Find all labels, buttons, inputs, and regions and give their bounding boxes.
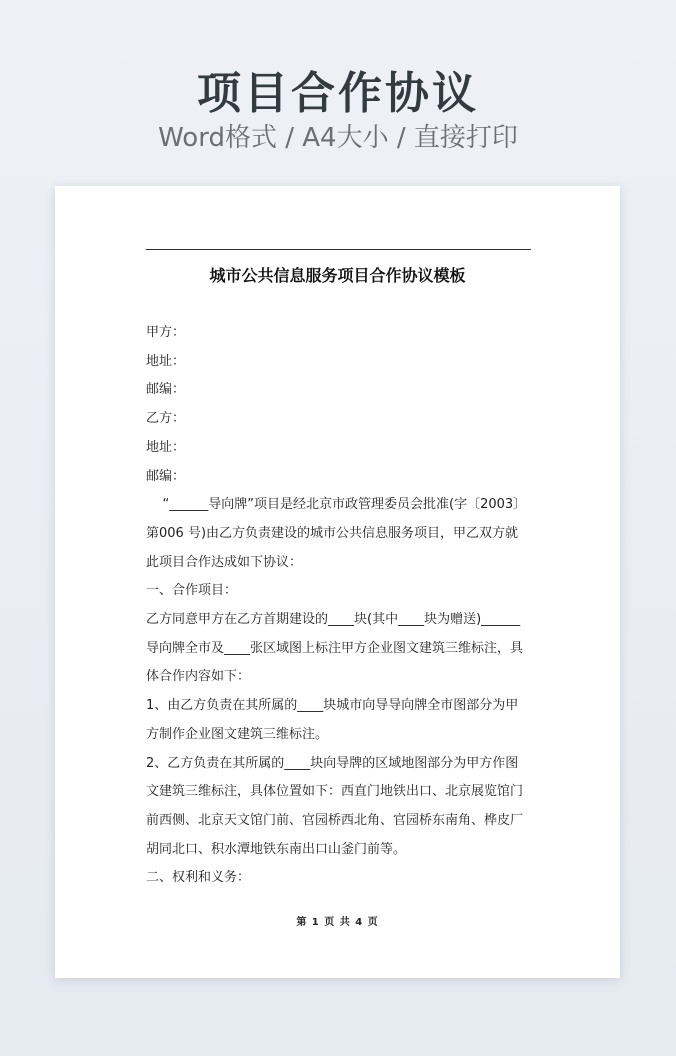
party-a-address-field: 地址： xyxy=(146,353,186,369)
section-heading-rights: 二、权利和义务： xyxy=(146,870,251,886)
section-heading-cooperation: 一、合作项目： xyxy=(146,583,238,599)
banner-title: 项目合作协议 xyxy=(197,68,479,119)
cooperation-paragraph: 乙方同意甲方在乙方首期建设的____块(其中____块为赠送)______导向牌全市及____张区域图上标注甲方企业图文建筑三维标注，具体合作内容如下： xyxy=(146,612,524,685)
party-b-field: 乙方： xyxy=(146,411,186,427)
party-b-address-field: 地址： xyxy=(146,439,186,455)
document-body xyxy=(146,319,531,893)
party-a-postcode-field: 邮编： xyxy=(146,382,186,398)
clause-item-2: 2、乙方负责在其所属的____块向导牌的区域地图部分为甲方作图文建筑三维标注，具体位置如下：西直门地铁出口、北京展览馆门前西侧、北京天文馆门前、官园桥西北角、官园桥东南角、桦皮厂胡同北口、积水潭地铁东南出口山釜门前等。 xyxy=(146,755,524,857)
intro-paragraph: “______导向牌”项目是经北京市政管理委员会批准(字〔2003〕第006 号)由乙方负责建设的城市公共信息服务项目，甲乙双方就此项目合作达成如下协议： xyxy=(146,497,527,570)
page-number: 第 1 页 共 4 页 xyxy=(296,917,379,928)
party-a-field: 甲方： xyxy=(146,325,186,340)
document-title: 城市公共信息服务项目合作协议模板 xyxy=(209,266,466,285)
party-b-postcode-field: 邮编： xyxy=(146,468,186,484)
document-page xyxy=(55,186,620,978)
banner-subtitle: Word格式 / A4大小 / 直接打印 xyxy=(158,123,518,153)
header-rule xyxy=(146,249,531,250)
clause-item-1: 1、由乙方负责在其所属的____块城市向导导向牌全市图部分为甲方制作企业图文建筑三维标注。 xyxy=(146,698,519,742)
